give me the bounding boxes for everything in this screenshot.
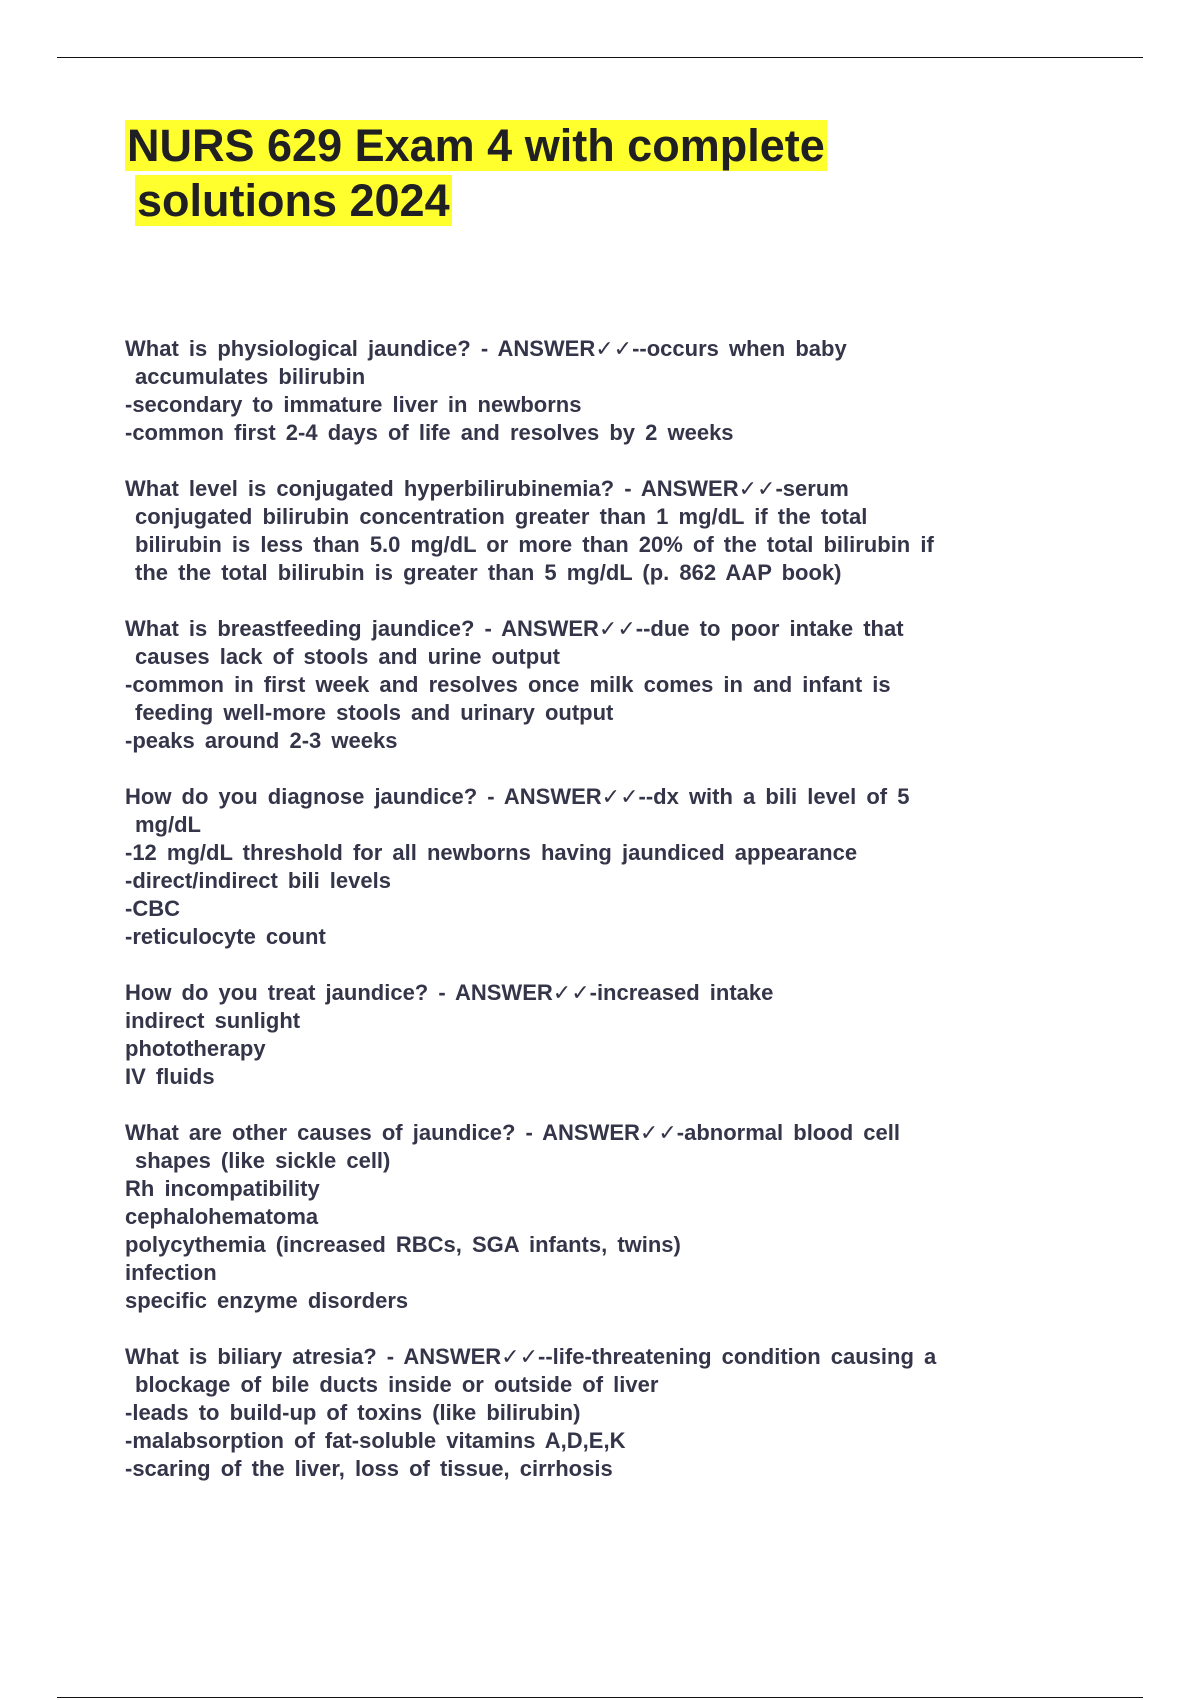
- qa-line: -leads to build-up of toxins (like bilirubin): [125, 1400, 581, 1425]
- qa-line: What are other causes of jaundice? - ANSWER✓✓-abnormal blood cell: [125, 1120, 900, 1145]
- qa-line: IV fluids: [125, 1064, 215, 1089]
- qa-line: What is breastfeeding jaundice? - ANSWER✓✓--due to poor intake that: [125, 616, 904, 641]
- qa-item-physiological-jaundice: [125, 335, 1065, 447]
- qa-item-breastfeeding-jaundice: [125, 615, 1065, 755]
- qa-line: -CBC: [125, 896, 180, 921]
- qa-line: -common first 2-4 days of life and resolves by 2 weeks: [125, 420, 734, 445]
- qa-line: -12 mg/dL threshold for all newborns having jaundiced appearance: [125, 840, 858, 865]
- qa-line: specific enzyme disorders: [125, 1288, 409, 1313]
- qa-line: How do you diagnose jaundice? - ANSWER✓✓--dx with a bili level of 5: [125, 784, 910, 809]
- qa-line: accumulates bilirubin: [135, 364, 366, 389]
- qa-line: How do you treat jaundice? - ANSWER✓✓-increased intake: [125, 980, 774, 1005]
- qa-line: -scaring of the liver, loss of tissue, cirrhosis: [125, 1456, 613, 1481]
- qa-line: -malabsorption of fat-soluble vitamins A,D,E,K: [125, 1428, 626, 1453]
- qa-line: causes lack of stools and urine output: [135, 644, 560, 669]
- qa-item-diagnose-jaundice: [125, 783, 1065, 951]
- qa-line: -secondary to immature liver in newborns: [125, 392, 582, 417]
- qa-line: infection: [125, 1260, 217, 1285]
- qa-line: conjugated bilirubin concentration greater than 1 mg/dL if the total: [135, 504, 868, 529]
- qa-line: phototherapy: [125, 1036, 266, 1061]
- title-line-1: NURS 629 Exam 4 with complete: [127, 120, 825, 171]
- qa-line: the the total bilirubin is greater than 5 mg/dL (p. 862 AAP book): [135, 560, 842, 585]
- qa-line: -reticulocyte count: [125, 924, 326, 949]
- qa-line: -peaks around 2-3 weeks: [125, 728, 398, 753]
- qa-line: bilirubin is less than 5.0 mg/dL or more than 20% of the total bilirubin if: [135, 532, 934, 557]
- qa-line: -direct/indirect bili levels: [125, 868, 391, 893]
- qa-line: What level is conjugated hyperbilirubinemia? - ANSWER✓✓-serum: [125, 476, 849, 501]
- qa-line: indirect sunlight: [125, 1008, 301, 1033]
- title-line-2: solutions 2024: [137, 175, 450, 226]
- qa-line: What is biliary atresia? - ANSWER✓✓--life-threatening condition causing a: [125, 1344, 937, 1369]
- qa-item-other-causes-jaundice: [125, 1119, 1065, 1315]
- qa-item-conjugated-hyperbilirubinemia: [125, 475, 1065, 587]
- qa-item-biliary-atresia: [125, 1343, 1065, 1483]
- qa-line: polycythemia (increased RBCs, SGA infants, twins): [125, 1232, 681, 1257]
- qa-line: -common in first week and resolves once milk comes in and infant is: [125, 672, 891, 697]
- document-title: [125, 118, 925, 228]
- qa-line: Rh incompatibility: [125, 1176, 320, 1201]
- qa-list: [125, 335, 1065, 1511]
- qa-line: What is physiological jaundice? - ANSWER✓✓--occurs when baby: [125, 336, 847, 361]
- qa-line: mg/dL: [135, 812, 201, 837]
- qa-line: cephalohematoma: [125, 1204, 319, 1229]
- qa-item-treat-jaundice: [125, 979, 1065, 1091]
- qa-line: blockage of bile ducts inside or outside of liver: [135, 1372, 659, 1397]
- qa-line: shapes (like sickle cell): [135, 1148, 391, 1173]
- bottom-rule: [57, 1697, 1143, 1698]
- qa-line: feeding well-more stools and urinary output: [135, 700, 614, 725]
- top-rule: [57, 57, 1143, 58]
